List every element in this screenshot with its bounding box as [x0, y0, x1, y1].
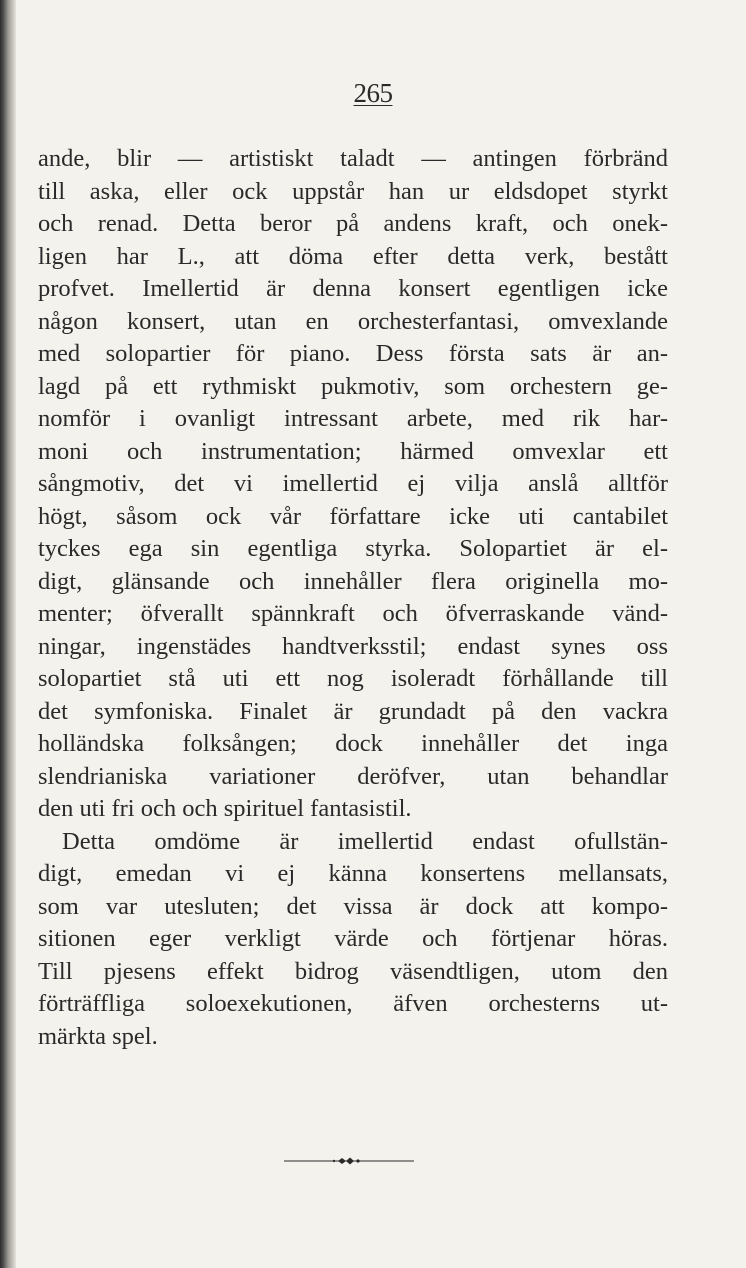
text-line: till aska, eller ock uppstår han ur eldsdopet styrkt	[38, 177, 668, 205]
text-line: ligen har L., att döma efter detta verk, bestått	[38, 242, 668, 270]
text-line: märkta spel.	[38, 1022, 158, 1050]
text-line: någon konsert, utan en orchesterfantasi, omvexlande	[38, 307, 668, 335]
text-line: solopartiet stå uti ett nog isoleradt förhållande till	[38, 665, 668, 692]
text-line: slendrianiska variationer deröfver, utan behandlar	[38, 762, 668, 790]
body-text	[38, 143, 668, 1053]
text-line: med solopartier för piano. Dess första sats är an-	[38, 340, 668, 367]
text-line: menter; öfverallt spännkraft och öfverraskande vänd-	[38, 600, 668, 627]
text-line: profvet. Imellertid är denna konsert egentligen icke	[38, 275, 668, 302]
text-line: digt, glänsande och innehåller flera originella mo-	[38, 567, 668, 595]
text-line: det symfoniska. Finalet är grundadt på den vackra	[38, 697, 668, 725]
end-ornament-divider	[284, 1156, 414, 1166]
text-line: holländska folksången; dock innehåller det inga	[38, 730, 668, 757]
text-line: moni och instrumentation; härmed omvexlar ett	[38, 437, 668, 465]
text-line: högt, såsom ock vår författare icke uti cantabilet	[38, 502, 668, 530]
text-line: som var utesluten; det vissa är dock att kompo-	[38, 892, 668, 920]
text-line: lagd på ett rythmiskt pukmotiv, som orchestern ge-	[38, 372, 668, 400]
paragraph	[38, 143, 668, 826]
text-line: tyckes ega sin egentliga styrka. Solopartiet är el-	[38, 535, 668, 562]
text-line: Till pjesens effekt bidrog väsendtligen, utom den	[38, 957, 668, 985]
page-binding-edge	[0, 0, 16, 1268]
text-line: ningar, ingenstädes handtverksstil; endast synes oss	[38, 632, 668, 660]
text-line: sångmotiv, det vi imellertid ej vilja anslå alltför	[38, 470, 668, 497]
text-line: Detta omdöme är imellertid endast ofullstän-	[62, 827, 668, 855]
text-line: sitionen eger verkligt värde och förtjenar höras.	[38, 925, 668, 952]
page-number: 265	[353, 78, 393, 108]
text-line: nomför i ovanligt intressant arbete, med rik har-	[38, 405, 668, 432]
paragraph	[38, 826, 668, 1054]
text-line: ande, blir — artistiskt taladt — antingen förbränd	[38, 145, 668, 172]
text-line: digt, emedan vi ej känna konsertens mellansats,	[38, 860, 668, 887]
text-line: förträffliga soloexekutionen, äfven orchesterns ut-	[38, 990, 668, 1017]
text-line: den uti fri och och spirituel fantasistil.	[38, 795, 412, 822]
text-line: och renad. Detta beror på andens kraft, och onek-	[38, 210, 668, 237]
